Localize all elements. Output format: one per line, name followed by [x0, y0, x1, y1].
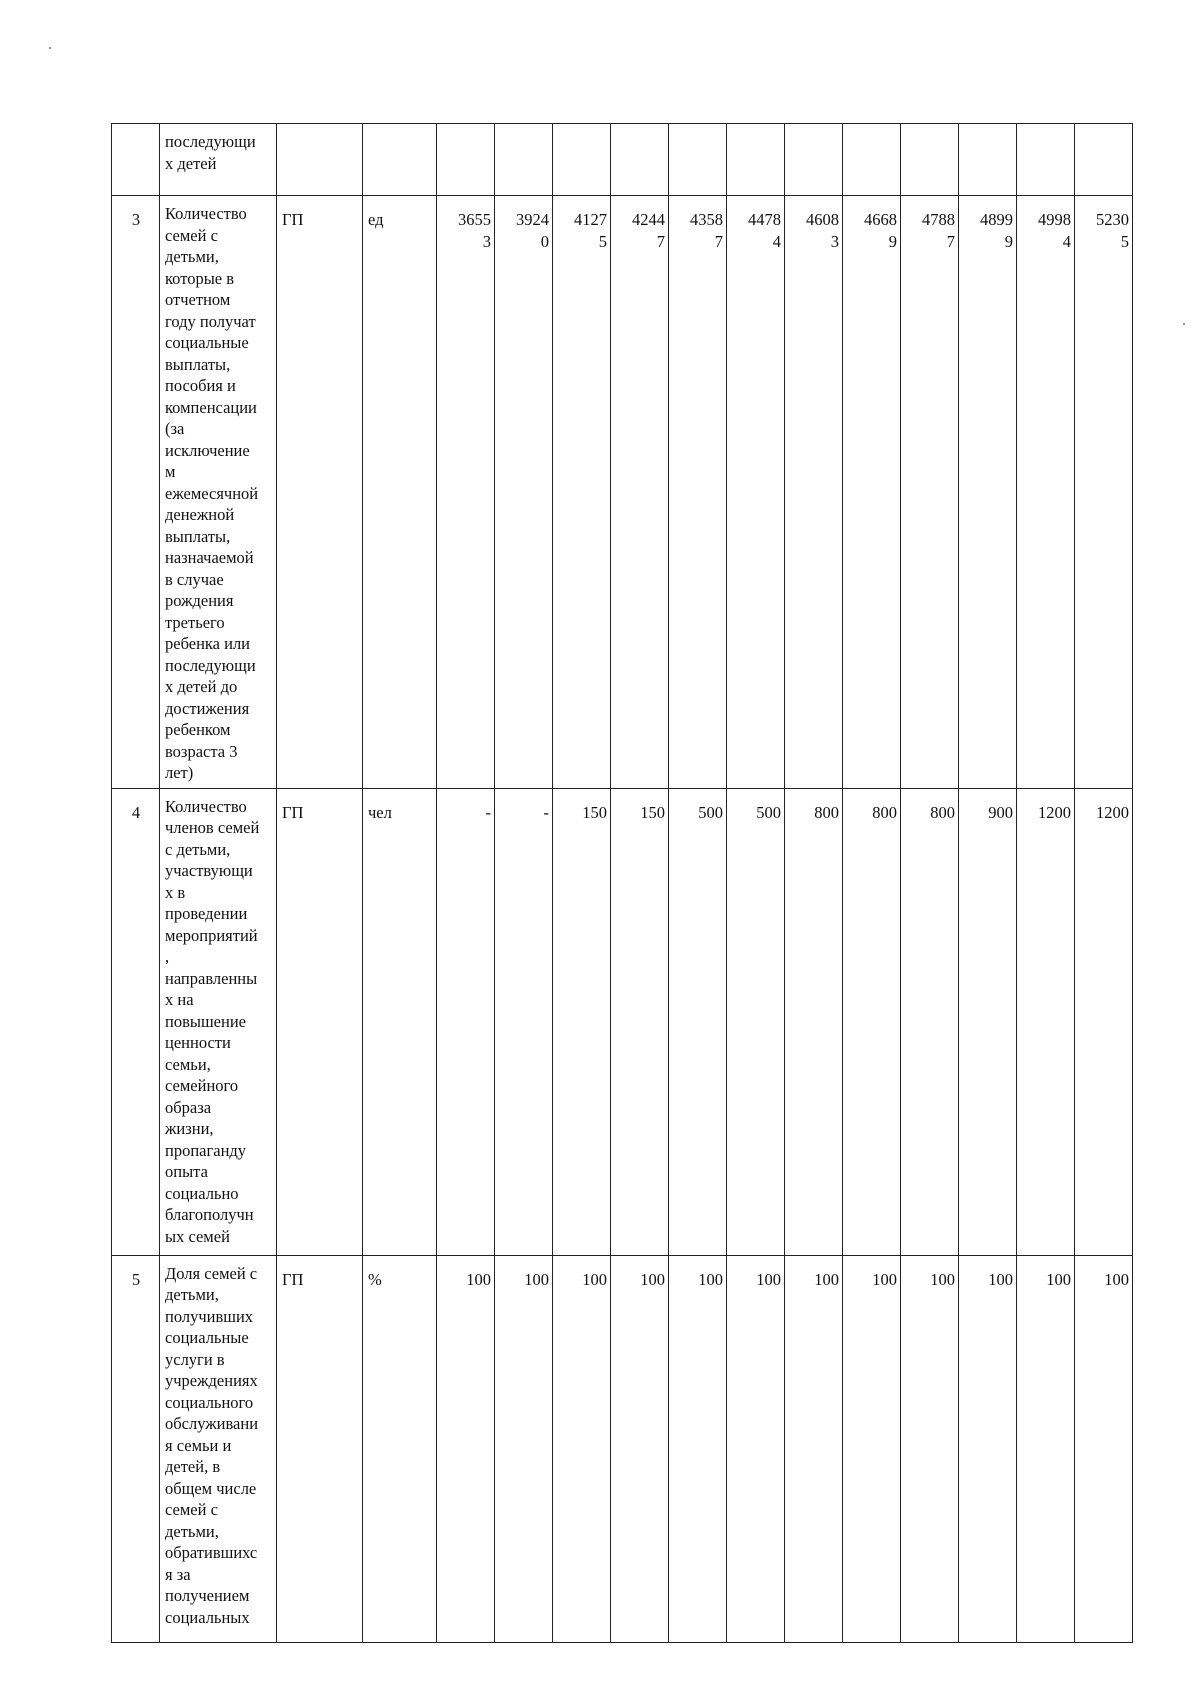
scan-speck	[1183, 323, 1185, 325]
value-cell: 900	[959, 788, 1017, 1255]
table-row	[112, 1255, 1133, 1642]
value-cell: 150	[553, 788, 611, 1255]
indicator-name-cell: Количество членов семей с детьми, участвующи х в проведении мероприятий , направленны х на повышение ценности семьи, семейного образа жизни, пропаганду опыта социально благополучн ых семей	[160, 788, 277, 1255]
value-cell: 100	[1075, 1255, 1133, 1642]
unit-cell: чел	[363, 788, 437, 1255]
value-cell: 4668 9	[843, 196, 901, 789]
value-cell: 100	[727, 1255, 785, 1642]
value-cell	[727, 124, 785, 196]
value-cell	[959, 124, 1017, 196]
value-cell: 100	[1017, 1255, 1075, 1642]
value-cell: 4358 7	[669, 196, 727, 789]
indicator-name-cell: Доля семей с детьми, получивших социальные услуги в учреждениях социального обслуживани я семьи и детей, в общем числе семей с детьми, обратившихс я за получением социальных	[160, 1255, 277, 1642]
value-cell: 4127 5	[553, 196, 611, 789]
table-row	[112, 196, 1133, 789]
source-cell: ГП	[277, 1255, 363, 1642]
value-cell	[553, 124, 611, 196]
value-cell: 100	[553, 1255, 611, 1642]
source-cell: ГП	[277, 788, 363, 1255]
value-cell	[1017, 124, 1075, 196]
value-cell: 4608 3	[785, 196, 843, 789]
value-cell: 4244 7	[611, 196, 669, 789]
source-cell	[277, 124, 363, 196]
value-cell: 4998 4	[1017, 196, 1075, 789]
table-row	[112, 788, 1133, 1255]
value-cell	[437, 124, 495, 196]
source-cell: ГП	[277, 196, 363, 789]
value-cell: 3655 3	[437, 196, 495, 789]
indicator-name-cell: последующи х детей	[160, 124, 277, 196]
value-cell: 1200	[1075, 788, 1133, 1255]
value-cell: -	[437, 788, 495, 1255]
value-cell	[901, 124, 959, 196]
row-index-cell	[112, 124, 160, 196]
row-index-cell: 4	[112, 788, 160, 1255]
unit-cell: %	[363, 1255, 437, 1642]
value-cell: 150	[611, 788, 669, 1255]
value-cell	[843, 124, 901, 196]
value-cell: 800	[901, 788, 959, 1255]
value-cell	[785, 124, 843, 196]
scan-speck	[49, 47, 51, 49]
indicator-table	[111, 123, 1133, 1643]
unit-cell	[363, 124, 437, 196]
value-cell: 100	[495, 1255, 553, 1642]
value-cell: 100	[669, 1255, 727, 1642]
unit-cell: ед	[363, 196, 437, 789]
value-cell: 100	[843, 1255, 901, 1642]
value-cell: 800	[785, 788, 843, 1255]
value-cell: 4899 9	[959, 196, 1017, 789]
value-cell: 100	[959, 1255, 1017, 1642]
value-cell: 500	[727, 788, 785, 1255]
value-cell: 4478 4	[727, 196, 785, 789]
value-cell: 800	[843, 788, 901, 1255]
value-cell: 500	[669, 788, 727, 1255]
value-cell: -	[495, 788, 553, 1255]
table-row	[112, 124, 1133, 196]
value-cell: 100	[437, 1255, 495, 1642]
value-cell: 100	[611, 1255, 669, 1642]
value-cell: 5230 5	[1075, 196, 1133, 789]
value-cell	[611, 124, 669, 196]
value-cell: 100	[901, 1255, 959, 1642]
indicator-name-cell: Количество семей с детьми, которые в отчетном году получат социальные выплаты, пособия и компенсации (за исключение м ежемесячной денежной выплаты, назначаемой в случае рождения третьего ребенка или последующи х детей до достижения ребенком возраста 3 лет)	[160, 196, 277, 789]
value-cell: 4788 7	[901, 196, 959, 789]
value-cell: 3924 0	[495, 196, 553, 789]
value-cell: 100	[785, 1255, 843, 1642]
value-cell	[669, 124, 727, 196]
value-cell: 1200	[1017, 788, 1075, 1255]
row-index-cell: 3	[112, 196, 160, 789]
value-cell	[495, 124, 553, 196]
row-index-cell: 5	[112, 1255, 160, 1642]
value-cell	[1075, 124, 1133, 196]
